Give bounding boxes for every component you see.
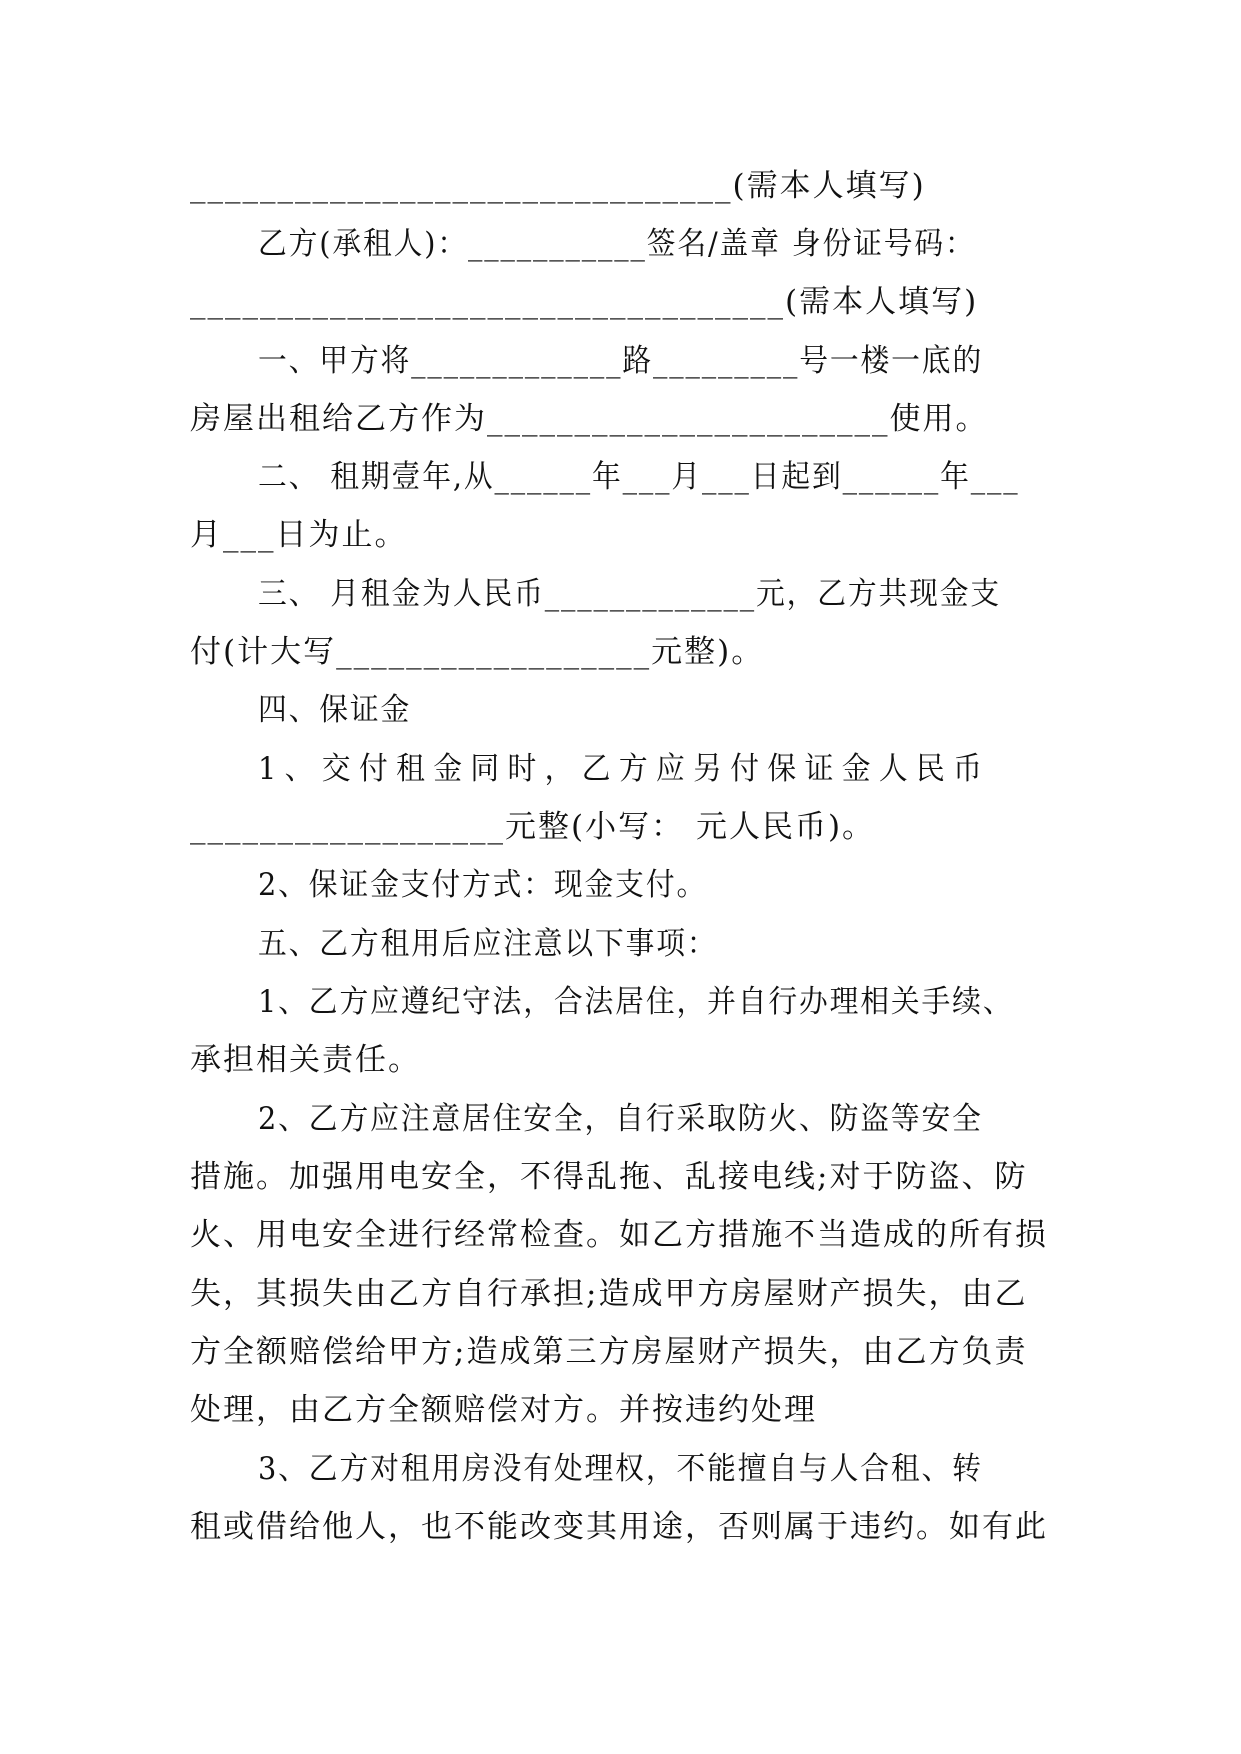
text-line-21: 方全额赔偿给甲方;造成第三方房屋财产损失，由乙方负责 — [190, 1334, 1028, 1370]
text-line-24: 租或借给他人，也不能改变其用途，否则属于违约。如有此 — [190, 1509, 1048, 1545]
text-line-6: 二、 租期壹年,从______年___月___日起到______年___ — [258, 459, 1020, 495]
text-line-1: _______________________________(需本人填写) — [190, 168, 926, 204]
text-line-9: 付(计大写__________________元整)。 — [190, 634, 765, 670]
text-line-7: 月___日为止。 — [190, 517, 408, 553]
text-line-14: 五、乙方租用后应注意以下事项： — [258, 926, 718, 962]
text-line-11: 1、交付租金同时，乙方应另付保证金人民币 — [258, 751, 991, 787]
text-line-13: 2、保证金支付方式：现金支付。 — [258, 867, 708, 903]
text-line-3: __________________________________(需本人填写) — [190, 284, 979, 320]
text-line-16: 承担相关责任。 — [190, 1042, 421, 1078]
text-line-19: 火、用电安全进行经常检查。如乙方措施不当造成的所有损 — [190, 1217, 1048, 1253]
text-line-4: 一、甲方将_____________路_________号一楼一底的 — [258, 343, 984, 379]
text-line-10: 四、保证金 — [258, 692, 412, 728]
text-line-15: 1、乙方应遵纪守法，合法居住，并自行办理相关手续、 — [258, 984, 1014, 1020]
text-line-23: 3、乙方对租用房没有处理权，不能擅自与人合租、转 — [258, 1451, 983, 1487]
text-line-2: 乙方(承租人)：___________签名/盖章 身份证号码： — [258, 226, 976, 262]
text-line-8: 三、 月租金为人民币_____________元，乙方共现金支 — [258, 576, 1002, 612]
text-line-20: 失，其损失由乙方自行承担;造成甲方房屋财产损失，由乙 — [190, 1276, 1028, 1312]
text-line-5: 房屋出租给乙方作为_______________________使用。 — [190, 401, 989, 437]
text-line-22: 处理，由乙方全额赔偿对方。并按违约处理 — [190, 1392, 817, 1428]
text-line-17: 2、乙方应注意居住安全，自行采取防火、防盗等安全 — [258, 1101, 983, 1137]
text-line-18: 措施。加强用电安全，不得乱拖、乱接电线;对于防盗、防 — [190, 1159, 1028, 1195]
text-line-12: __________________元整(小写： 元人民币)。 — [190, 809, 876, 845]
